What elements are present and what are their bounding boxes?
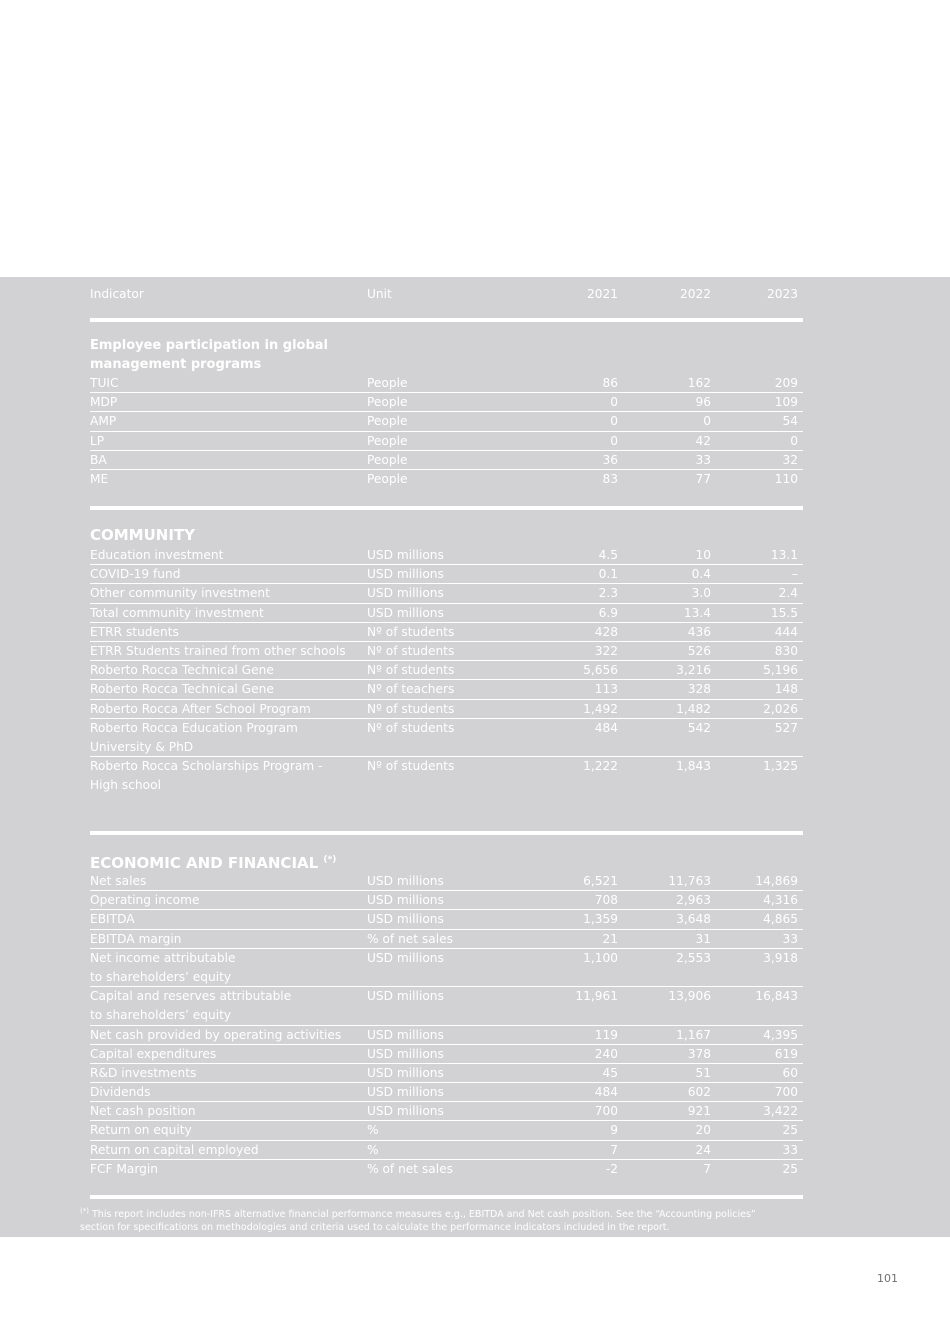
value-2021-cell: 5,656 — [583, 663, 618, 678]
value-2021-cell: 700 — [594, 1104, 618, 1119]
economic-title-footnote-mark: (*) — [323, 855, 337, 865]
unit-cell: USD millions — [367, 567, 444, 582]
table-header — [90, 287, 803, 307]
value-2021-cell: 484 — [594, 1085, 618, 1100]
value-2021-cell: 83 — [602, 471, 618, 486]
page-number: 101 — [877, 1272, 898, 1285]
value-2023-cell: 60 — [782, 1065, 798, 1080]
value-2022-cell: 10 — [695, 548, 711, 562]
value-2021-cell: 0 — [610, 433, 618, 448]
value-2021-cell: 11,961 — [575, 989, 618, 1004]
programs-table — [90, 374, 803, 489]
value-2021-cell: 484 — [594, 720, 618, 735]
section-title-economic — [90, 851, 336, 873]
economic-table — [90, 872, 803, 1179]
indicator-cell: R&D investments — [90, 1065, 197, 1080]
value-2022-cell: 96 — [695, 395, 711, 410]
value-2021-cell: 6,521 — [583, 874, 618, 888]
indicator-cell: ME — [90, 471, 109, 486]
value-2021-cell: 322 — [594, 643, 618, 658]
value-2023-cell: 2.4 — [778, 586, 798, 601]
unit-cell: People — [367, 433, 408, 448]
indicator-cell: Roberto Rocca After School Program — [90, 701, 311, 716]
indicator-cell: Total community investment — [90, 605, 264, 620]
unit-cell: USD millions — [367, 1085, 444, 1100]
indicator-cell: Return on capital employed — [90, 1142, 259, 1157]
indicator-cell: Operating income — [90, 893, 200, 908]
value-2023-cell: 13.1 — [770, 548, 798, 562]
value-2023-cell: 110 — [774, 471, 798, 486]
table-row — [90, 1102, 803, 1121]
value-2021-cell: 21 — [602, 931, 618, 946]
value-2022-cell: 1,167 — [676, 1027, 711, 1042]
section-divider — [90, 318, 803, 322]
value-2022-cell: 542 — [687, 720, 711, 735]
unit-cell: USD millions — [367, 950, 444, 965]
table-row — [90, 412, 803, 431]
indicator-cell: Capital and reserves attributable to shareholders’ equity — [90, 989, 292, 1023]
table-row — [90, 872, 803, 891]
value-2022-cell: 378 — [687, 1046, 711, 1061]
value-2023-cell: 830 — [774, 643, 798, 658]
value-2023-cell: 15.5 — [770, 605, 798, 620]
value-2021-cell: 1,492 — [583, 701, 618, 716]
value-2021-cell: 6.9 — [598, 605, 618, 620]
indicator-cell: Roberto Rocca Technical Gene — [90, 663, 274, 678]
value-2022-cell: 24 — [695, 1142, 711, 1157]
indicator-cell: FCF Margin — [90, 1161, 159, 1176]
section-divider — [90, 831, 803, 835]
value-2023-cell: 148 — [774, 682, 798, 697]
table-row — [90, 1045, 803, 1064]
value-2022-cell: 3,648 — [676, 912, 711, 927]
value-2023-cell: 1,325 — [763, 759, 798, 774]
value-2022-cell: 526 — [687, 643, 711, 658]
table-row — [90, 1121, 803, 1140]
unit-cell: USD millions — [367, 1027, 444, 1042]
table-row — [90, 623, 803, 642]
unit-cell: Nº of students — [367, 663, 455, 678]
value-2021-cell: 9 — [610, 1123, 618, 1138]
indicator-cell: Education investment — [90, 548, 224, 562]
value-2021-cell: 428 — [594, 624, 618, 639]
unit-cell: % — [367, 1142, 379, 1157]
indicator-cell: Roberto Rocca Education Program University & PhD — [90, 720, 298, 754]
footnote-mark: (*) — [80, 1207, 89, 1215]
value-2022-cell: 1,482 — [676, 701, 711, 716]
value-2022-cell: 2,963 — [676, 893, 711, 908]
unit-cell: USD millions — [367, 586, 444, 601]
table-row — [90, 1064, 803, 1083]
value-2022-cell: 921 — [687, 1104, 711, 1119]
table-row — [90, 565, 803, 584]
value-2022-cell: 0.4 — [691, 567, 711, 582]
indicator-cell: EBITDA margin — [90, 931, 182, 946]
value-2023-cell: 2,026 — [763, 701, 798, 716]
indicator-cell: Capital expenditures — [90, 1046, 217, 1061]
community-table — [90, 546, 803, 795]
footnote-text: This report includes non-IFRS alternative financial performance measures e.g., EBITDA and Net cash position. See the “Accounting policies” section for specifications on methodologies and criteria used to calculate the performance indicators included in the report. — [80, 1209, 756, 1233]
value-2023-cell: 3,422 — [763, 1104, 798, 1119]
value-2021-cell: -2 — [605, 1161, 618, 1176]
value-2022-cell: 42 — [695, 433, 711, 448]
unit-cell: Nº of students — [367, 720, 455, 735]
unit-cell: % of net sales — [367, 931, 454, 946]
value-2022-cell: 13,906 — [668, 989, 711, 1004]
unit-cell: Nº of students — [367, 759, 455, 774]
unit-cell: Nº of students — [367, 643, 455, 658]
value-2022-cell: 31 — [695, 931, 711, 946]
unit-cell: USD millions — [367, 1046, 444, 1061]
table-row — [90, 949, 803, 987]
unit-cell: USD millions — [367, 1065, 444, 1080]
unit-cell: People — [367, 376, 408, 390]
value-2022-cell: 13.4 — [683, 605, 711, 620]
section-divider — [90, 506, 803, 510]
value-2021-cell: 86 — [602, 376, 618, 390]
value-2021-cell: 45 — [602, 1065, 618, 1080]
value-2022-cell: 20 — [695, 1123, 711, 1138]
unit-cell: People — [367, 471, 408, 486]
value-2023-cell: 5,196 — [763, 663, 798, 678]
indicator-cell: MDP — [90, 395, 118, 410]
unit-cell: People — [367, 414, 408, 429]
table-row — [90, 661, 803, 680]
value-2023-cell: 527 — [774, 720, 798, 735]
value-2023-cell: 25 — [782, 1123, 798, 1138]
table-row — [90, 546, 803, 565]
value-2021-cell: 2.3 — [598, 586, 618, 601]
table-row — [90, 374, 803, 393]
unit-cell: USD millions — [367, 893, 444, 908]
value-2022-cell: 328 — [687, 682, 711, 697]
value-2022-cell: 0 — [703, 414, 711, 429]
value-2022-cell: 33 — [695, 452, 711, 467]
unit-cell: USD millions — [367, 1104, 444, 1119]
value-2023-cell: 54 — [782, 414, 798, 429]
value-2023-cell: 33 — [782, 1142, 798, 1157]
value-2023-cell: 32 — [782, 452, 798, 467]
table-row — [90, 1083, 803, 1102]
table-row — [90, 1026, 803, 1045]
table-row — [90, 642, 803, 661]
value-2022-cell: 7 — [703, 1161, 711, 1176]
value-2023-cell: 16,843 — [755, 989, 798, 1004]
table-row — [90, 470, 803, 489]
value-2023-cell: 25 — [782, 1161, 798, 1176]
table-row — [90, 757, 803, 795]
value-2022-cell: 602 — [687, 1085, 711, 1100]
value-2022-cell: 11,763 — [668, 874, 711, 888]
value-2023-cell: 33 — [782, 931, 798, 946]
value-2022-cell: 1,843 — [676, 759, 711, 774]
economic-title-text: ECONOMIC AND FINANCIAL — [90, 854, 319, 872]
table-row — [90, 584, 803, 603]
indicator-cell: Other community investment — [90, 586, 270, 601]
value-2021-cell: 0 — [610, 414, 618, 429]
table-row — [90, 700, 803, 719]
indicator-cell: Roberto Rocca Technical Gene — [90, 682, 274, 697]
table-row — [90, 604, 803, 623]
indicator-cell: Roberto Rocca Scholarships Program - High school — [90, 759, 323, 793]
value-2022-cell: 51 — [695, 1065, 711, 1080]
unit-cell: USD millions — [367, 912, 444, 927]
indicator-cell: LP — [90, 433, 105, 448]
value-2022-cell: 2,553 — [676, 950, 711, 965]
value-2023-cell: 700 — [774, 1085, 798, 1100]
header-year-2022: 2022 — [679, 287, 711, 301]
table-row — [90, 1160, 803, 1179]
indicator-cell: TUIC — [90, 376, 119, 390]
indicator-cell: AMP — [90, 414, 117, 429]
indicator-cell: ETRR Students trained from other schools — [90, 643, 346, 658]
unit-cell: % — [367, 1123, 379, 1138]
value-2021-cell: 1,359 — [583, 912, 618, 927]
value-2022-cell: 77 — [695, 471, 711, 486]
table-row — [90, 719, 803, 757]
table-row — [90, 930, 803, 949]
value-2022-cell: 436 — [687, 624, 711, 639]
value-2021-cell: 708 — [594, 893, 618, 908]
header-indicator: Indicator — [90, 287, 144, 301]
value-2021-cell: 0 — [610, 395, 618, 410]
value-2023-cell: 4,865 — [763, 912, 798, 927]
table-row — [90, 451, 803, 470]
value-2023-cell: 3,918 — [763, 950, 798, 965]
value-2023-cell: 109 — [774, 395, 798, 410]
unit-cell: USD millions — [367, 548, 444, 562]
table-row — [90, 910, 803, 929]
value-2021-cell: 1,100 — [583, 950, 618, 965]
table-row — [90, 680, 803, 699]
header-year-2021: 2021 — [586, 287, 618, 301]
indicator-cell: Return on equity — [90, 1123, 192, 1138]
value-2022-cell: 3,216 — [676, 663, 711, 678]
unit-cell: Nº of teachers — [367, 682, 455, 697]
table-row — [90, 432, 803, 451]
value-2022-cell: 162 — [687, 376, 711, 390]
unit-cell: USD millions — [367, 989, 444, 1004]
indicator-cell: EBITDA — [90, 912, 135, 927]
unit-cell: USD millions — [367, 874, 444, 888]
value-2023-cell: – — [791, 567, 798, 582]
value-2021-cell: 4.5 — [598, 548, 618, 562]
footnote — [80, 1205, 780, 1234]
value-2021-cell: 240 — [594, 1046, 618, 1061]
value-2023-cell: 4,316 — [763, 893, 798, 908]
indicator-cell: Net sales — [90, 874, 147, 888]
value-2023-cell: 619 — [774, 1046, 798, 1061]
table-row — [90, 1141, 803, 1160]
header-unit: Unit — [367, 287, 392, 301]
value-2021-cell: 7 — [610, 1142, 618, 1157]
value-2023-cell: 14,869 — [755, 874, 798, 888]
indicator-cell: Net income attributable to shareholders’ equity — [90, 950, 236, 984]
indicator-cell: Dividends — [90, 1085, 151, 1100]
unit-cell: Nº of students — [367, 624, 455, 639]
value-2022-cell: 3.0 — [691, 586, 711, 601]
indicator-cell: Net cash provided by operating activities — [90, 1027, 342, 1042]
table-row — [90, 393, 803, 412]
value-2021-cell: 0.1 — [598, 567, 618, 582]
section-title-programs: Employee participation in global management programs — [90, 338, 328, 372]
value-2021-cell: 1,222 — [583, 759, 618, 774]
unit-cell: USD millions — [367, 605, 444, 620]
section-title-community: COMMUNITY — [90, 526, 196, 544]
indicator-cell: BA — [90, 452, 107, 467]
value-2023-cell: 209 — [774, 376, 798, 390]
value-2023-cell: 4,395 — [763, 1027, 798, 1042]
unit-cell: People — [367, 452, 408, 467]
section-divider — [90, 1195, 803, 1199]
indicator-cell: Net cash position — [90, 1104, 196, 1119]
table-row — [90, 891, 803, 910]
value-2021-cell: 36 — [602, 452, 618, 467]
unit-cell: % of net sales — [367, 1161, 454, 1176]
unit-cell: Nº of students — [367, 701, 455, 716]
header-year-2023: 2023 — [766, 287, 798, 301]
indicator-cell: ETRR students — [90, 624, 179, 639]
unit-cell: People — [367, 395, 408, 410]
value-2021-cell: 113 — [594, 682, 618, 697]
value-2023-cell: 0 — [790, 433, 798, 448]
indicator-cell: COVID-19 fund — [90, 567, 181, 582]
value-2021-cell: 119 — [594, 1027, 618, 1042]
table-row — [90, 987, 803, 1025]
value-2023-cell: 444 — [774, 624, 798, 639]
